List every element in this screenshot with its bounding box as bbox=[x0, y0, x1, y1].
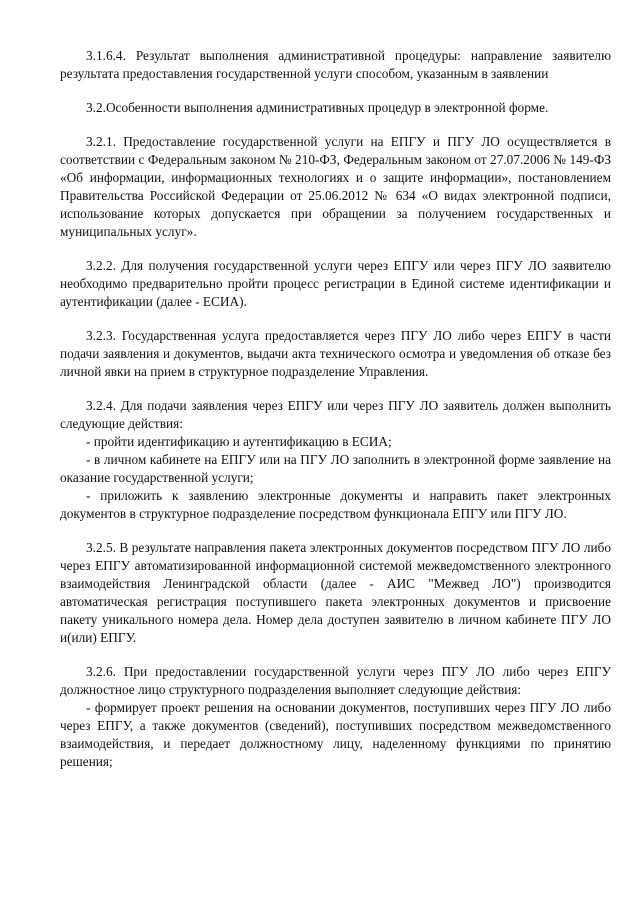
paragraph-3-2-3: 3.2.3. Государственная услуга предоставляется через ПГУ ЛО либо через ЕПГУ в части подачи заявления и документов, выдачи акта технического осмотра и уведомления об отказе без личной явки на прием в структурное подразделение Управления. bbox=[60, 328, 611, 379]
paragraph-3-2-4: 3.2.4. Для подачи заявления через ЕПГУ или через ПГУ ЛО заявитель должен выполнить следующие действия: bbox=[60, 398, 611, 431]
list-item: - пройти идентификацию и аутентификацию в ЕСИА; bbox=[86, 434, 392, 449]
list-item: - приложить к заявлению электронные документы и направить пакет электронных документов в структурное подразделение посредством функционала ЕПГУ или ПГУ ЛО. bbox=[60, 488, 611, 521]
paragraph-3-2-2: 3.2.2. Для получения государственной услуги через ЕПГУ или через ПГУ ЛО заявителю необходимо предварительно пройти процесс регистрации в Единой системе идентификации и аутентификации (далее - ЕСИА). bbox=[60, 258, 611, 309]
paragraph-3-2-6: 3.2.6. При предоставлении государственной услуги через ПГУ ЛО либо через ЕПГУ должностное лицо структурного подразделения выполняет следующие действия: bbox=[60, 664, 611, 697]
paragraph-3-2-4-list bbox=[60, 433, 611, 523]
list-item: - в личном кабинете на ЕПГУ или на ПГУ ЛО заполнить в электронной форме заявление на оказание государственной услуги; bbox=[60, 452, 611, 485]
paragraph-3-1-6-4: 3.1.6.4. Результат выполнения административной процедуры: направление заявителю результата предоставления государственной услуги способом, указанным в заявлении bbox=[60, 48, 611, 81]
paragraph-3-2-6-list bbox=[60, 699, 611, 771]
paragraph-3-2: 3.2.Особенности выполнения административных процедур в электронной форме. bbox=[86, 100, 549, 115]
paragraph-3-2-5: 3.2.5. В результате направления пакета электронных документов посредством ПГУ ЛО либо через ЕПГУ автоматизированной информационной системой межведомственного электронного взаимодействия Ленинградской области (далее - АИС "Межвед ЛО") производится автоматическая регистрация поступившего пакета электронных документов и присвоение пакету уникального номера дела. Номер дела доступен заявителю в личном кабинете ПГУ ЛО и(или) ЕПГУ. bbox=[60, 540, 611, 645]
paragraph-3-2-1: 3.2.1. Предоставление государственной услуги на ЕПГУ и ПГУ ЛО осуществляется в соответствии с Федеральным законом № 210-ФЗ, Федеральным законом от 27.07.2006 № 149-ФЗ «Об информации, информационных технологиях и о защите информации», постановлением Правительства Российской Федерации от 25.06.2012 № 634 «О видах электронной подписи, использование которых допускается при обращении за получением государственных и муниципальных услуг». bbox=[60, 134, 611, 239]
list-item: - формирует проект решения на основании документов, поступивших через ПГУ ЛО либо через ЕПГУ, а также документов (сведений), поступивших посредством межведомственного взаимодействия, и передает должностному лицу, наделенному функциями по принятию решения; bbox=[60, 700, 611, 769]
document-body bbox=[60, 47, 611, 787]
